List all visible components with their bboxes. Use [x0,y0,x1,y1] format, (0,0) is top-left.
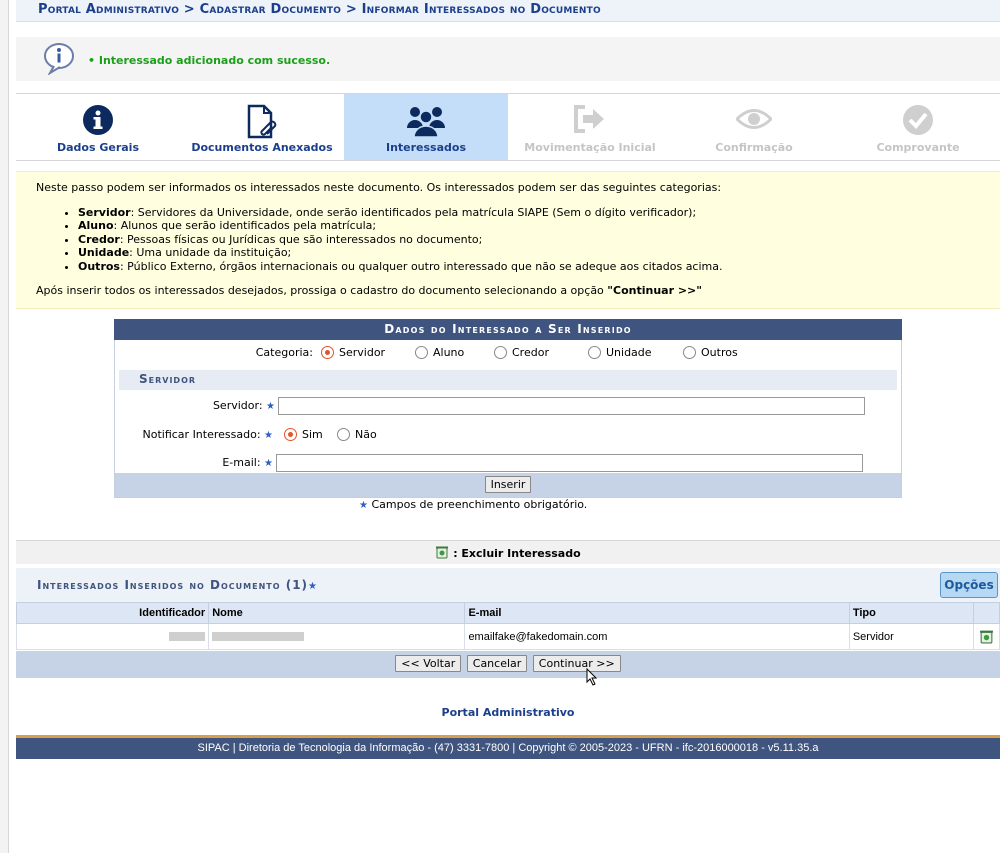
redacted-nome [212,632,304,641]
servidor-input[interactable] [278,397,865,415]
column-header: E-mail [465,603,849,624]
list-item: • Aluno: Alunos que serão identificados pela matrícula; [78,219,980,233]
subhead-servidor: Servidor [119,370,897,390]
list-item: • Outros: Público Externo, órgãos internacionais ou qualquer outro interessado que não se adeque aos citados acima. [78,260,980,274]
required-note: ★ Campos de preenchimento obrigatório. [359,498,588,511]
users-icon [344,104,508,138]
list-item: • Credor: Pessoas físicas ou Jurídicas que são interessados no documento; [78,233,980,247]
step-label: Interessados [385,141,467,154]
form-body [114,340,902,498]
step-comprovante [836,94,1000,160]
success-message: • Interessado adicionado com sucesso. [88,54,331,67]
email-input[interactable] [276,454,863,472]
radio-button[interactable] [683,346,696,359]
radio-button[interactable] [337,428,350,441]
delete-row-icon[interactable] [979,632,994,644]
form-actions [115,473,901,497]
column-header-actions [973,603,999,624]
column-header: Identificador [17,603,209,624]
radio-button[interactable] [415,346,428,359]
step-label: Confirmação [715,141,793,154]
document-clip-icon [180,104,344,138]
cell-email: emailfake@fakedomain.com [465,624,849,650]
notificar-label: Notificar Interessado: ★ [142,428,273,441]
mouse-cursor-icon [586,668,598,689]
footer: SIPAC | Diretoria de Tecnologia da Informação - (47) 3331-7800 | Copyright © 2005-2023 - UFRN - ifc-2016000018 - v5.11.35.a [16,735,1000,759]
info-bubble-icon [42,41,76,78]
servidor-label: Servidor: ★ [212,399,275,412]
radio-notificar-nao[interactable]: Não [337,428,377,441]
step-dados-gerais[interactable] [16,94,180,160]
category-list [36,206,980,274]
wizard-steps [16,93,1000,161]
insert-form [114,319,902,498]
portal-link[interactable]: Portal Administrativo [441,706,575,719]
legend-bar [16,540,1000,564]
list-item: • Unidade: Uma unidade da instituição; [78,246,980,260]
breadcrumb: Portal Administrativo > Cadastrar Documento > Informar Interessados no Documento [16,0,1000,22]
radio-servidor[interactable]: Servidor [321,346,385,359]
radio-button[interactable] [284,428,297,441]
instructions-intro: Neste passo podem ser informados os interessados neste documento. Os interessados podem ser das seguintes categorias: [36,181,722,194]
radio-outros[interactable]: Outros [683,346,738,359]
interessados-list-header [16,568,1000,602]
list-actions [16,651,1000,678]
required-star-icon: ★ [308,581,318,592]
radio-notificar-sim[interactable]: Sim [284,428,323,441]
table-row [17,624,1000,650]
eye-icon [672,104,836,138]
required-star-icon: ★ [266,401,275,412]
cell-actions [973,624,999,650]
list-item: • Servidor: Servidores da Universidade, onde serão identificados pela matrícula SIAPE (Sem o dígito verificador); [78,206,980,220]
column-header: Nome [209,603,465,624]
radio-button[interactable] [588,346,601,359]
success-message-box [16,37,1000,81]
cancel-button[interactable]: Cancelar [467,655,528,672]
radio-button[interactable] [494,346,507,359]
step-label: Comprovante [876,141,960,154]
cell-identificador [17,624,209,650]
instructions-box [16,171,1000,309]
continue-button[interactable]: Continuar >> [533,655,621,672]
info-circle-icon [16,104,180,138]
trash-icon [435,547,453,560]
radio-button[interactable] [321,346,334,359]
step-movimentacao-inicial [508,94,672,160]
legend-excluir: : Excluir Interessado [453,547,581,560]
step-label: Movimentação Inicial [524,141,656,154]
left-rail [0,0,9,853]
insert-button[interactable]: Inserir [485,476,532,493]
column-header: Tipo [849,603,973,624]
redacted-identificador [169,632,205,641]
options-button[interactable]: Opções [940,572,998,598]
step-label: Documentos Anexados [191,141,333,154]
email-label: E-mail: ★ [222,456,273,469]
radio-aluno[interactable]: Aluno [415,346,464,359]
arrow-exit-icon [508,104,672,138]
step-label: Dados Gerais [56,141,140,154]
step-interessados[interactable] [344,94,508,160]
back-button[interactable]: << Voltar [395,655,461,672]
interessados-table [16,602,1000,650]
required-star-icon: ★ [359,500,368,511]
radio-unidade[interactable]: Unidade [588,346,652,359]
required-star-icon: ★ [264,430,273,441]
check-circle-icon [836,104,1000,138]
cell-tipo: Servidor [849,624,973,650]
radio-credor[interactable]: Credor [494,346,549,359]
step-confirmacao [672,94,836,160]
cell-nome [209,624,465,650]
form-caption: Dados do Interessado a Ser Inserido [114,319,902,340]
step-documentos-anexados[interactable] [180,94,344,160]
instructions-outro: Após inserir todos os interessados desejados, prossiga o cadastro do documento selecionando a opção "Continuar >>" [36,284,703,297]
list-title: Interessados Inseridos no Documento (1)★ [37,578,318,592]
required-star-icon: ★ [264,458,273,469]
category-label: Categoria: [255,346,313,359]
